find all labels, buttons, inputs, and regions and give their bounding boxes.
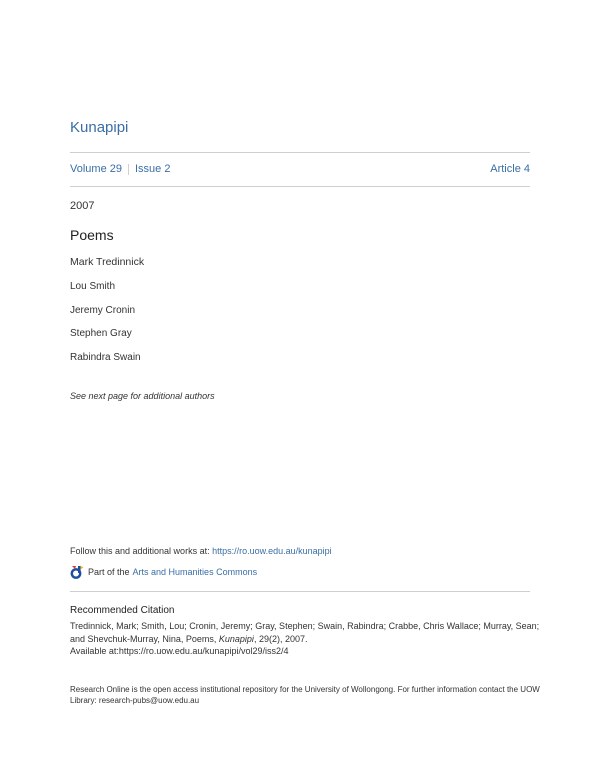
see-next-page-note: See next page for additional authors: [70, 391, 215, 401]
citation-authors-title: Tredinnick, Mark; Smith, Lou; Cronin, Jeremy; Gray, Stephen; Swain, Rabindra; Crabbe, Chris Wallace; Murray, Sean; and Shevchuk-Murray, Nina, Poems,: [70, 621, 540, 644]
citation-journal: Kunapipi: [218, 633, 254, 644]
article-title: Poems: [70, 227, 114, 243]
volume-issue-row: [70, 163, 530, 175]
recommended-citation-heading: Recommended Citation: [70, 605, 175, 616]
journal-title[interactable]: Kunapipi: [70, 119, 129, 136]
header-divider-top: [70, 152, 530, 153]
bepress-commons-icon: [70, 565, 84, 579]
author-name: Lou Smith: [70, 281, 116, 292]
article-link[interactable]: Article 4: [490, 163, 530, 175]
volume-link[interactable]: Volume 29: [70, 163, 122, 175]
header-divider-bottom: [70, 186, 530, 187]
part-of-line: [70, 565, 257, 579]
citation-divider: [70, 591, 530, 592]
publication-year: 2007: [70, 200, 95, 212]
volume-issue-separator: [128, 164, 129, 175]
follow-works-line: [70, 546, 332, 556]
part-of-prefix: Part of the: [88, 567, 130, 577]
author-name: Jeremy Cronin: [70, 305, 136, 316]
follow-url-link[interactable]: https://ro.uow.edu.au/kunapipi: [212, 546, 332, 556]
issue-link[interactable]: Issue 2: [134, 163, 171, 175]
citation-volume-year: , 29(2), 2007.: [253, 633, 308, 644]
follow-prefix: Follow this and additional works at:: [70, 546, 213, 556]
author-name: Rabindra Swain: [70, 352, 141, 363]
author-name: Mark Tredinnick: [70, 256, 145, 268]
author-name: Stephen Gray: [70, 328, 132, 339]
recommended-citation-text: [70, 620, 540, 658]
arts-humanities-commons-link[interactable]: Arts and Humanities Commons: [132, 567, 258, 577]
citation-available-at: Available at:https://ro.uow.edu.au/kunapipi/vol29/iss2/4: [70, 646, 289, 656]
repository-footer-note: Research Online is the open access institutional repository for the University of Wollongong. For further information contact the UOW Library: research-pubs@uow.edu.au: [70, 685, 540, 705]
